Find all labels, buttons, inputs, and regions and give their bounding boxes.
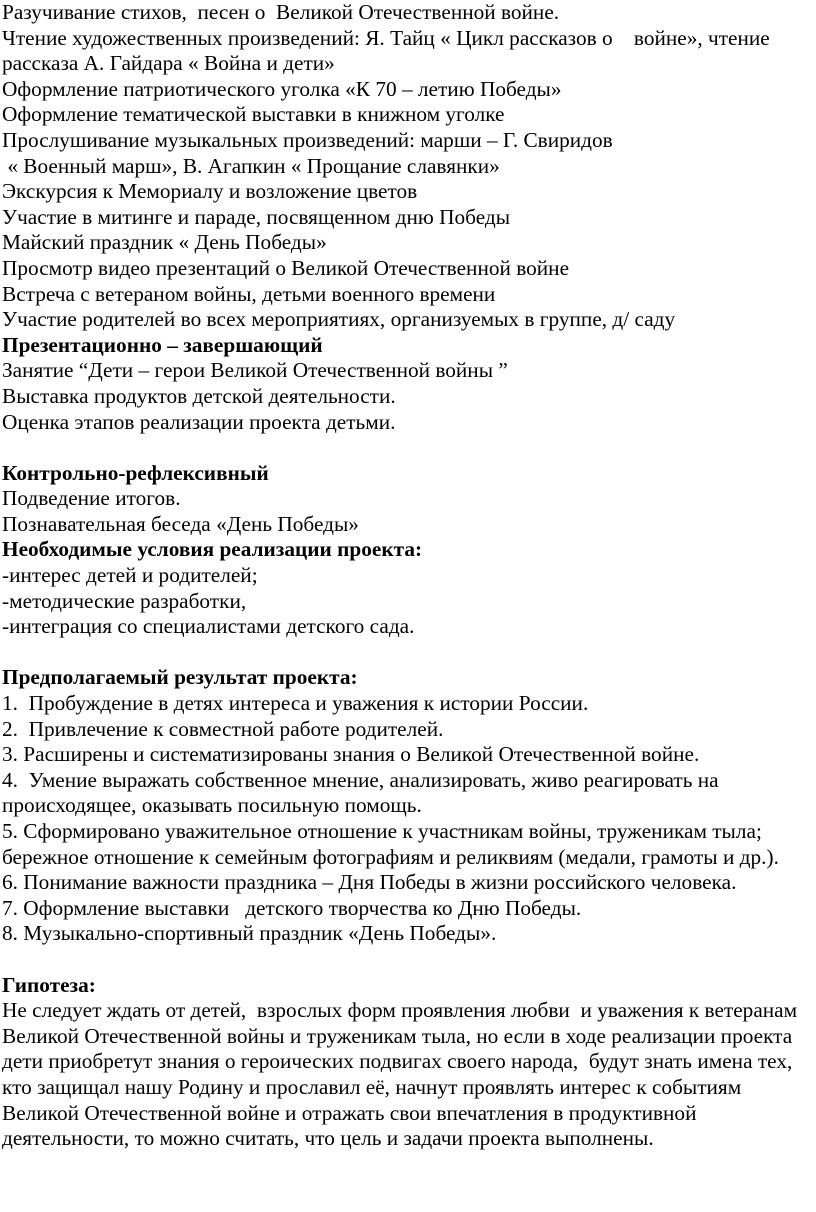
activity-line: Встреча с ветераном войны, детьми военного времени: [2, 281, 496, 306]
results-item: 6. Понимание важности праздника – Дня Победы в жизни российского человека.: [2, 870, 737, 895]
conditions-heading: Необходимые условия реализации проекта:: [2, 537, 423, 562]
conditions-item: -интерес детей и родителей;: [2, 563, 258, 588]
paragraph-gap: [2, 435, 816, 461]
presentation-stage-heading: Презентационно – завершающий: [2, 332, 323, 357]
results-item: 1. Пробуждение в детях интереса и уважения к истории России.: [2, 691, 589, 716]
activity-line: Разучивание стихов, песен о Великой Отечественной войне.: [2, 0, 560, 24]
results-item: 3. Расширены и систематизированы знания о Великой Отечественной войне.: [2, 742, 700, 767]
control-stage-item: Познавательная беседа «День Победы»: [2, 511, 359, 536]
activity-line: « Военный марш», В. Агапкин « Прощание славянки»: [2, 153, 500, 178]
conditions-item: -интеграция со специалистами детского сада.: [2, 614, 415, 639]
hypothesis-heading: Гипотеза:: [2, 972, 96, 997]
control-stage-heading: Контрольно-рефлексивный: [2, 460, 269, 485]
results-item: 4. Умение выражать собственное мнение, анализировать, живо реагировать на происходящее, оказывать посильную помощь.: [2, 767, 724, 818]
activity-line: Оформление патриотического уголка «К 70 – летию Победы»: [2, 76, 562, 101]
paragraph-gap: [2, 947, 816, 973]
activity-line: Участие в митинге и параде, посвященном дню Победы: [2, 204, 511, 229]
activity-line: Чтение художественных произведений: Я. Тайц « Цикл рассказов о войне», чтение рассказа А. Гайдара « Война и дети»: [2, 25, 776, 76]
results-item: 8. Музыкально-спортивный праздник «День Победы».: [2, 921, 497, 946]
control-stage-item: Подведение итогов.: [2, 486, 181, 511]
activity-line: Участие родителей во всех мероприятиях, организуемых в группе, д/ саду: [2, 307, 676, 332]
activity-line: Экскурсия к Мемориалу и возложение цветов: [2, 179, 418, 204]
presentation-stage-item: Выставка продуктов детской деятельности.: [2, 383, 396, 408]
activity-line: Оформление тематической выставки в книжном уголке: [2, 102, 505, 127]
activity-line: Майский праздник « День Победы»: [2, 230, 327, 255]
presentation-stage-item: Занятие “Дети – герои Великой Отечественной войны ”: [2, 358, 508, 383]
conditions-item: -методические разработки,: [2, 588, 247, 613]
activity-line: Просмотр видео презентаций о Великой Отечественной войне: [2, 255, 570, 280]
hypothesis-text: Не следует ждать от детей, взрослых форм проявления любви и уважения к ветеранам Великой Отечественной войны и труженикам тыла, но если в ходе реализации проекта дети приобретут знания о героических подвигах своего народа, будут знать имена тех, кто защищал нашу Родину и прославил её, начнут проявлять интерес к событиям Великой Отечественной войне и отражать свои впечатления в продуктивной деятельности, то можно считать, что цель и задачи проекта выполнены.: [2, 998, 803, 1151]
paragraph-gap: [2, 640, 816, 666]
results-heading: Предполагаемый результат проекта:: [2, 665, 358, 690]
presentation-stage-item: Оценка этапов реализации проекта детьми.: [2, 409, 396, 434]
results-item: 5. Сформировано уважительное отношение к участникам войны, труженикам тыла; бережное отношение к семейным фотографиям и реликвиям (медали, грамоты и др.).: [2, 819, 779, 869]
results-item: 2. Привлечение к совместной работе родителей.: [2, 716, 444, 741]
activity-line: Прослушивание музыкальных произведений: марши – Г. Свиридов: [2, 127, 613, 152]
results-item: 7. Оформление выставки детского творчества ко Дню Победы.: [2, 895, 582, 920]
